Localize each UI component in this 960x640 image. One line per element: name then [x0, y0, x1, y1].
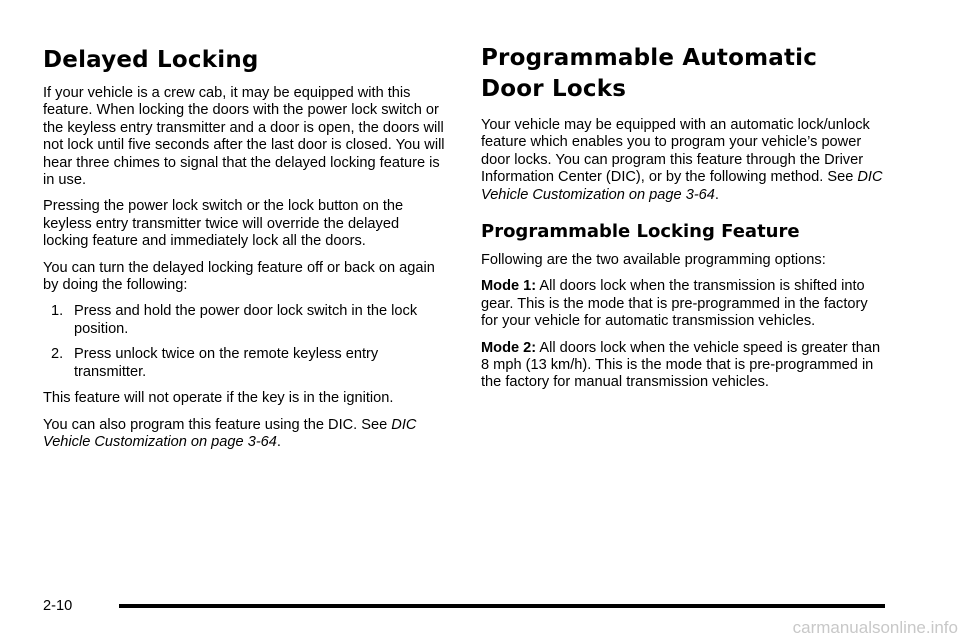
- delayed-locking-heading: Delayed Locking: [43, 47, 259, 73]
- dic-reference-paragraph: [43, 417, 445, 452]
- dic-reference-end: .: [276, 433, 281, 450]
- footer-rule: [119, 604, 885, 608]
- mode-1-label: Mode 1:: [481, 278, 537, 295]
- mode-2-label: Mode 2:: [481, 339, 537, 356]
- step-item: [43, 303, 445, 338]
- mode-1-text: All doors lock when the transmission is shifted into gear. This is the mode that is pre-programmed in the factory for your vehicle for automatic transmission vehicles.: [481, 278, 868, 330]
- intro-end: .: [714, 186, 719, 203]
- toggle-instructions: You can turn the delayed locking feature off or back on again by doing the following:: [43, 259, 435, 294]
- step-number: 2.: [51, 346, 64, 363]
- step-item: [43, 346, 445, 381]
- page-footer: [43, 594, 885, 618]
- dic-reference-text: You can also program this feature using the DIC. See: [43, 416, 392, 433]
- delayed-locking-intro: If your vehicle is a crew cab, it may be equipped with this feature. When locking the doors with the power lock switch or the keyless entry transmitter and a door is open, the doors will not lock until five seconds after the last door is closed. You will hear three chimes to signal that the delayed locking feature is in use.: [43, 85, 445, 189]
- intro-text: Your vehicle may be equipped with an automatic lock/unlock feature which enables you to program your vehicle’s power door locks. You can program this feature through the Driver Information Center (DIC), or by the following method. See: [481, 117, 870, 186]
- mode-2-text: All doors lock when the vehicle speed is greater than 8 mph (13 km/h). This is the mode that is pre-programmed in the factory for manual transmission vehicles.: [481, 339, 881, 391]
- mode-2-paragraph: [481, 340, 883, 392]
- left-column: [43, 0, 445, 460]
- ignition-note: This feature will not operate if the key is in the ignition.: [43, 390, 394, 407]
- right-column: [481, 0, 883, 401]
- dic-reference-link[interactable]: DIC Vehicle Customization on page 3-64: [43, 416, 417, 450]
- programmable-locks-intro: [481, 117, 883, 204]
- step-text: Press and hold the power door lock switch in the lock position.: [74, 303, 418, 337]
- step-number: 1.: [51, 303, 64, 320]
- page-number: 2-10: [43, 598, 73, 614]
- options-intro: Following are the two available programming options:: [481, 252, 826, 269]
- programmable-locks-heading: Programmable Automatic Door Locks: [481, 45, 818, 102]
- locking-feature-subheading: Programmable Locking Feature: [481, 221, 800, 243]
- steps-list: [43, 303, 445, 381]
- watermark: carmanualsonline.info: [792, 618, 958, 637]
- override-paragraph: Pressing the power lock switch or the lock button on the keyless entry transmitter twice will override the delayed locking feature and immediately lock all the doors.: [43, 198, 404, 250]
- step-text: Press unlock twice on the remote keyless entry transmitter.: [74, 346, 379, 380]
- dic-customization-link[interactable]: DIC Vehicle Customization on page 3-64: [481, 169, 883, 203]
- mode-1-paragraph: [481, 278, 883, 330]
